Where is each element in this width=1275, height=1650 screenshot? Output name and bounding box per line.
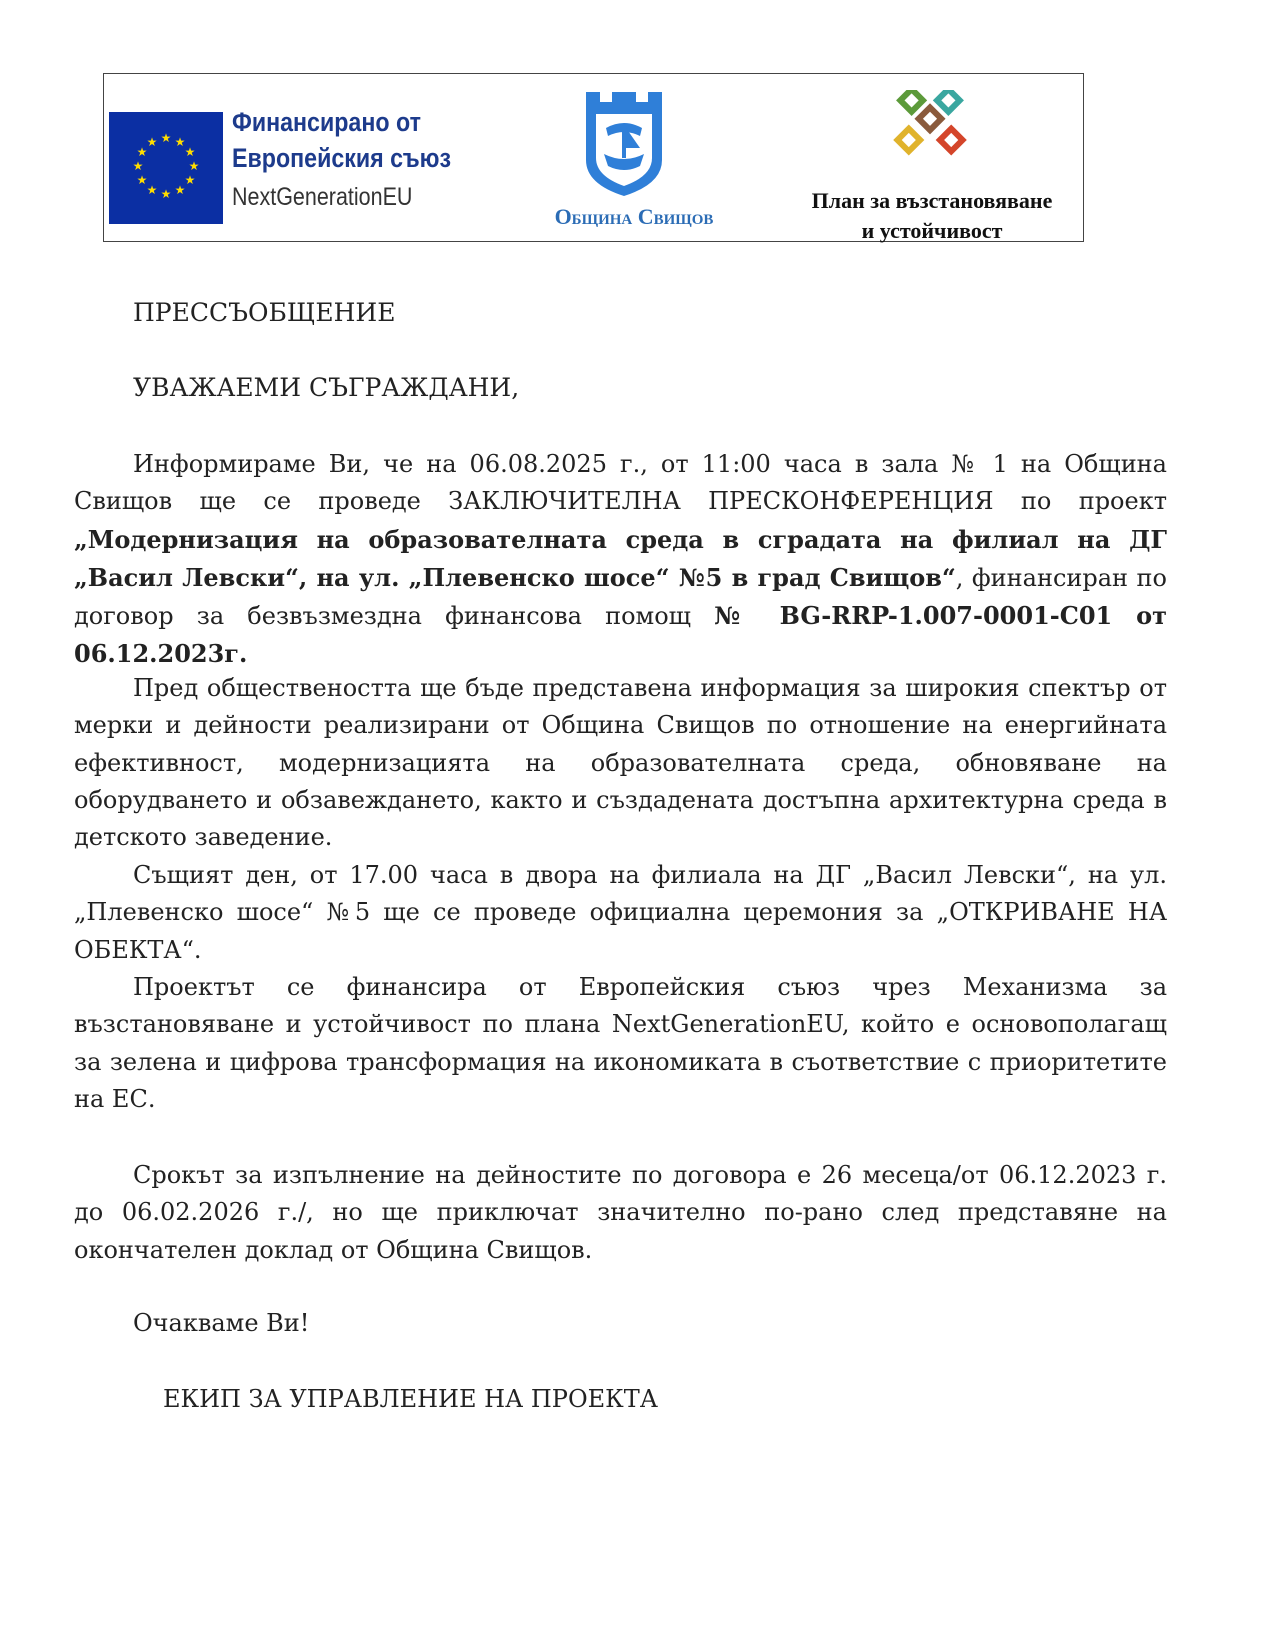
- svg-text:★: ★: [132, 159, 144, 173]
- contract-number: № BG-RRP-1.007-0001-C01 от 06.12.2023г.: [74, 601, 1167, 669]
- paragraph-ceremony: Същият ден, от 17.00 часа в двора на филиала на ДГ „Васил Левски“, на ул. „Плевенско шосе“ №5 ще се проведе официална церемония за „ОТКРИВАНЕ НА ОБЕКТА“.: [74, 861, 1167, 964]
- document-title: ПРЕССЪОБЩЕНИЕ: [133, 298, 396, 327]
- eu-funding-line2: Европейския съюз: [232, 143, 452, 173]
- paragraph-funding: Проектът се финансира от Европейския съюз чрез Механизма за възстановяване и устойчивост по плана NextGenerationEU, който е основополагащ за зелена и цифрова трансформация на икономиката в съответствие с приоритетите на ЕС.: [74, 973, 1167, 1113]
- recovery-plan-text: [792, 186, 1072, 246]
- municipality-crest-logo: [582, 88, 666, 198]
- svg-text:★: ★: [146, 183, 158, 197]
- recovery-plan-line1: План за възстановяване: [811, 188, 1053, 213]
- project-title: „Модернизация на образователната среда в сградата на филиал на ДГ „Васил Левски“, на ул. „Плевенско шосе“ №5 в град Свищов“: [74, 524, 1167, 592]
- eu-flag-logo: [109, 112, 223, 224]
- svg-text:★: ★: [160, 131, 172, 145]
- closing-line: Очакваме Ви!: [133, 1309, 310, 1337]
- svg-text:★: ★: [188, 159, 200, 173]
- svg-text:★: ★: [146, 135, 158, 149]
- signature: ЕКИП ЗА УПРАВЛЕНИЕ НА ПРОЕКТА: [163, 1385, 658, 1413]
- svg-text:★: ★: [160, 187, 172, 201]
- paragraph-information: Пред обществеността ще бъде представена информация за широкия спектър от мерки и дейности реализирани от Община Свищов по отношение на енергийната ефективност, модернизацията на образователната среда, обновяване на оборудването и обзавеждането, както и създадената достъпна архитектурна среда в детското заведение.: [74, 674, 1167, 852]
- recovery-plan-line2: и устойчивост: [861, 218, 1003, 243]
- svg-text:★: ★: [184, 173, 196, 187]
- eu-funding-text: [232, 104, 592, 214]
- greeting: УВАЖАЕМИ СЪГРАЖДАНИ,: [133, 373, 520, 402]
- svg-text:★: ★: [136, 145, 148, 159]
- paragraph-duration: Срокът за изпълнение на дейностите по договора е 26 месеца/от 06.12.2023 г. до 06.02.2026 г./, но ще приключат значително по-рано след представяне на окончателен доклад от Община Свищов.: [74, 1161, 1167, 1264]
- svg-text:★: ★: [174, 135, 186, 149]
- recovery-plan-logo: [875, 90, 985, 190]
- eu-program-name: NextGenerationEU: [232, 183, 413, 211]
- paragraph-conference-part1: Информираме Ви, че на 06.08.2025 г., от 11:00 часа в зала № 1 на Община Свищов ще се проведе ЗАКЛЮЧИТЕЛНА ПРЕСКОНФЕРЕНЦИЯ по проект: [74, 450, 1167, 516]
- paragraph-conference-part2: , финансиран по договор за безвъзмездна финансова помощ: [74, 563, 1167, 631]
- municipality-name: Община Свищов: [554, 204, 714, 229]
- svg-text:★: ★: [174, 183, 186, 197]
- header-banner: [103, 73, 1084, 242]
- svg-text:★: ★: [136, 173, 148, 187]
- paragraph-conference: [74, 446, 1167, 674]
- svg-text:★: ★: [184, 145, 196, 159]
- eu-funding-line1: Финансирано от: [232, 107, 421, 137]
